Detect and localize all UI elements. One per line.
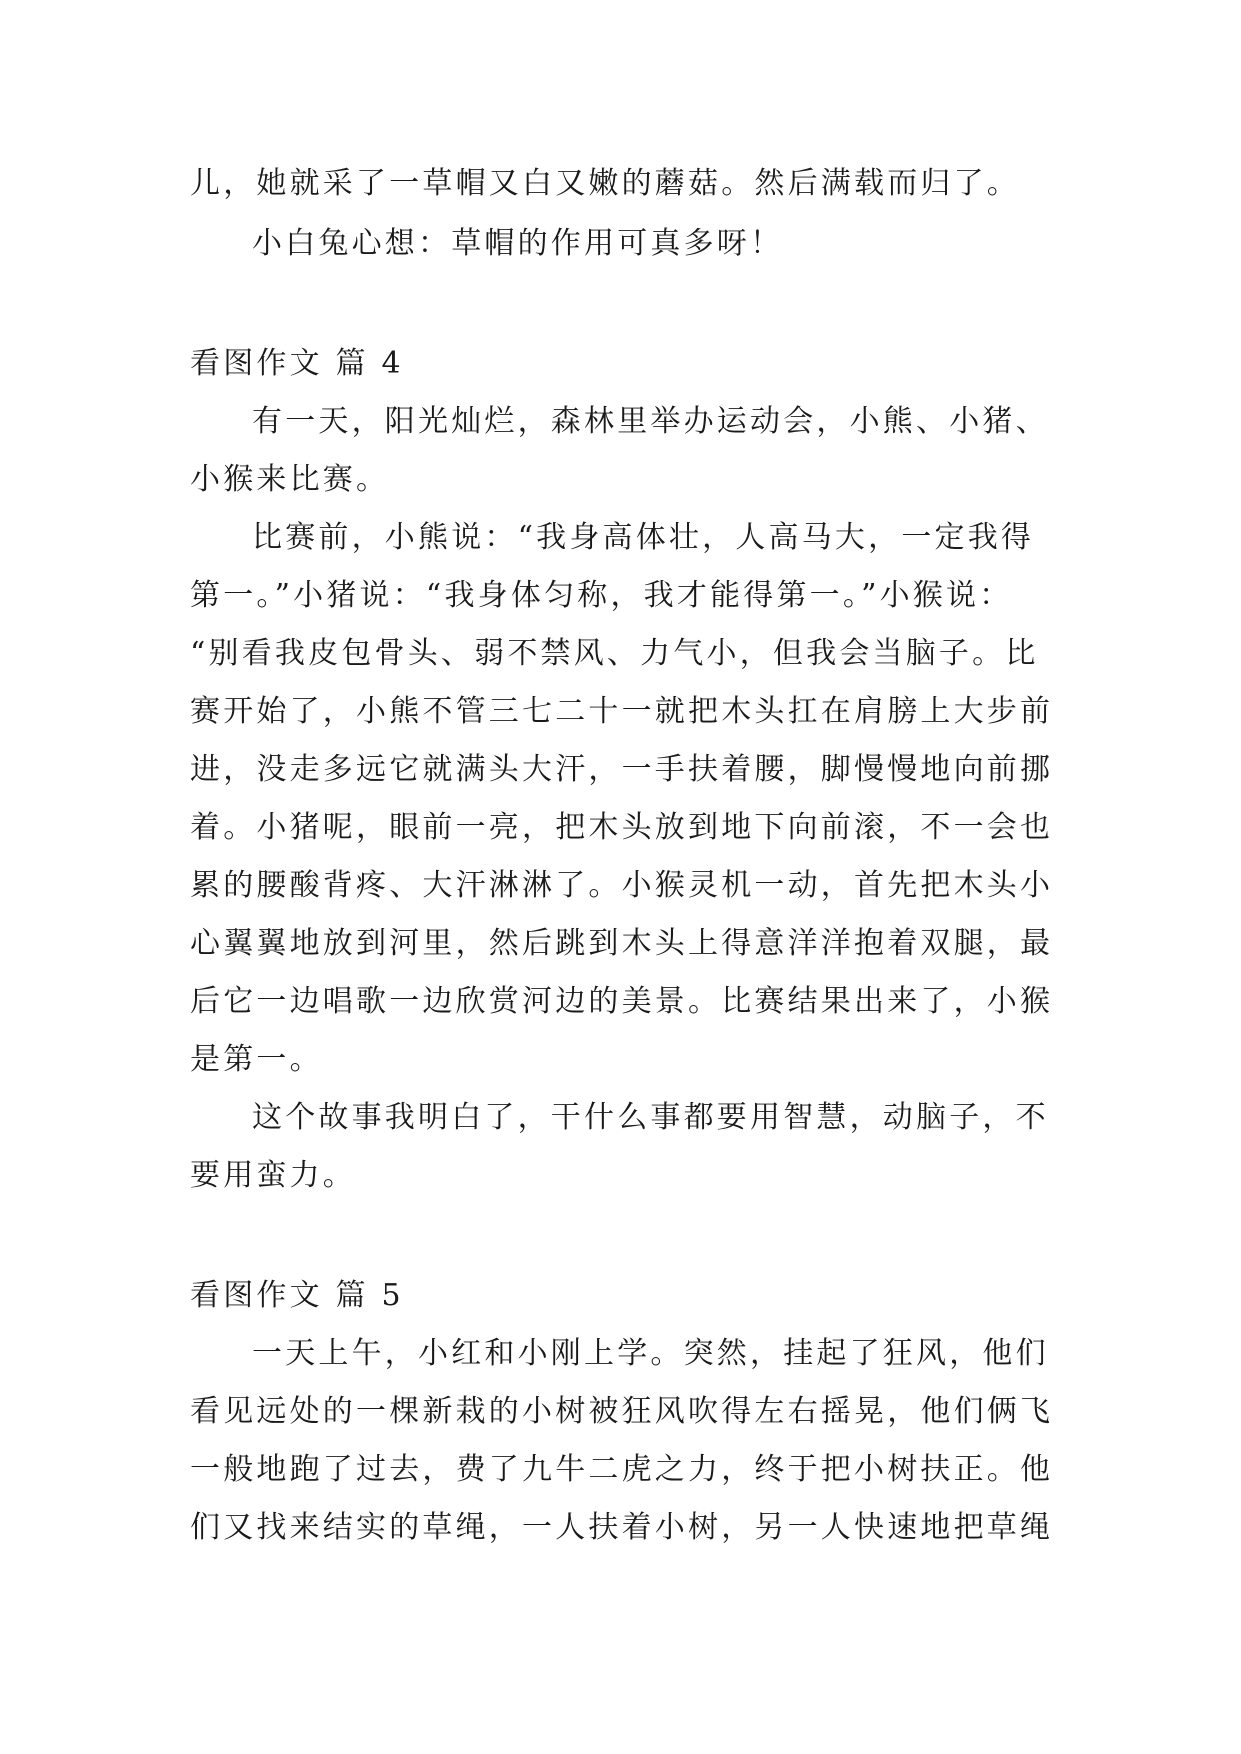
text-line: 看见远处的一棵新栽的小树被狂风吹得左右摇晃，他们俩飞 <box>190 1394 1054 1429</box>
text-line: 赛开始了，小熊不管三七二十一就把木头扛在肩膀上大步前 <box>190 694 1054 729</box>
text-line: 小白兔心想：草帽的作用可真多呀！ <box>252 226 784 261</box>
text-line: 一般地跑了过去，费了九牛二虎之力，终于把小树扶正。他 <box>190 1452 1054 1487</box>
text-line: 是第一。 <box>190 1042 323 1077</box>
section-heading: 看图作文 篇 5 <box>190 1278 404 1313</box>
text-line: 们又找来结实的草绳，一人扶着小树，另一人快速地把草绳 <box>190 1510 1054 1545</box>
text-line: 小猴来比赛。 <box>190 462 390 497</box>
text-line: 要用蛮力。 <box>190 1158 356 1193</box>
text-line: 累的腰酸背疼、大汗淋淋了。小猴灵机一动，首先把木头小 <box>190 868 1054 903</box>
text-line: 进，没走多远它就满头大汗，一手扶着腰，脚慢慢地向前挪 <box>190 752 1054 787</box>
text-line: 第一。”小猪说：“我身体匀称，我才能得第一。”小猴说： <box>190 578 1013 613</box>
text-line: 后它一边唱歌一边欣赏河边的美景。比赛结果出来了，小猴 <box>190 984 1054 1019</box>
section-heading: 看图作文 篇 4 <box>190 346 404 381</box>
text-line: 这个故事我明白了，干什么事都要用智慧，动脑子，不 <box>252 1100 1049 1135</box>
text-line: 儿，她就采了一草帽又白又嫩的蘑菇。然后满载而归了。 <box>190 166 1020 201</box>
text-line: 有一天，阳光灿烂，森林里举办运动会，小熊、小猪、 <box>252 404 1049 439</box>
text-line: 比赛前，小熊说：“我身高体壮，人高马大，一定我得 <box>252 520 1035 555</box>
text-line: “别看我皮包骨头、弱不禁风、力气小，但我会当脑子。比 <box>190 636 1039 671</box>
text-line: 着。小猪呢，眼前一亮，把木头放到地下向前滚，不一会也 <box>190 810 1054 845</box>
text-line: 一天上午，小红和小刚上学。突然，挂起了狂风，他们 <box>252 1336 1049 1371</box>
text-line: 心翼翼地放到河里，然后跳到木头上得意洋洋抱着双腿，最 <box>190 926 1054 961</box>
